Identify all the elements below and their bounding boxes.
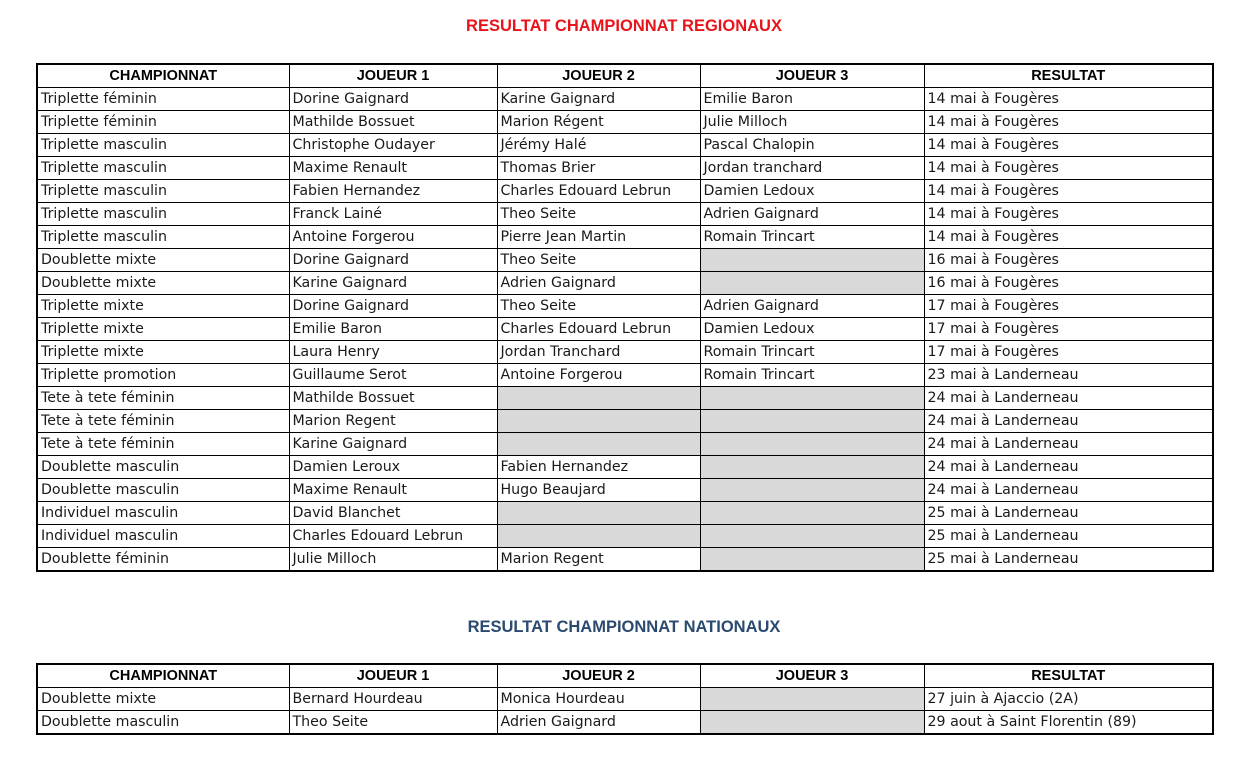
cell-championnat: Doublette masculin — [37, 710, 289, 734]
cell-championnat: Triplette masculin — [37, 179, 289, 202]
national-title: RESULTAT CHAMPIONNAT NATIONAUX — [467, 618, 781, 636]
table-row — [37, 294, 1213, 317]
cell-joueur-3: Damien Ledoux — [700, 317, 924, 340]
cell-resultat: 29 aout à Saint Florentin (89) — [924, 710, 1213, 734]
cell-joueur-3: Romain Trincart — [700, 363, 924, 386]
cell-joueur-2: Antoine Forgerou — [497, 363, 700, 386]
national-results-table — [36, 663, 1214, 735]
cell-joueur-3: Julie Milloch — [700, 110, 924, 133]
national-table-body — [37, 687, 1213, 734]
cell-joueur-1: Emilie Baron — [289, 317, 497, 340]
cell-joueur-3: Adrien Gaignard — [700, 294, 924, 317]
cell-joueur-3: Jordan tranchard — [700, 156, 924, 179]
cell-joueur-3 — [700, 271, 924, 294]
cell-joueur-2: Charles Edouard Lebrun — [497, 317, 700, 340]
table-row — [37, 710, 1213, 734]
header-joueur-2: JOUEUR 2 — [497, 64, 700, 87]
table-row — [37, 225, 1213, 248]
table-row — [37, 156, 1213, 179]
header-joueur-2: JOUEUR 2 — [497, 664, 700, 687]
cell-joueur-1: Karine Gaignard — [289, 432, 497, 455]
cell-championnat: Doublette masculin — [37, 478, 289, 501]
cell-championnat: Individuel masculin — [37, 524, 289, 547]
header-championnat: CHAMPIONNAT — [37, 64, 289, 87]
cell-joueur-3 — [700, 409, 924, 432]
cell-joueur-1: Julie Milloch — [289, 547, 497, 571]
cell-resultat: 25 mai à Landerneau — [924, 501, 1213, 524]
cell-joueur-1: Damien Leroux — [289, 455, 497, 478]
table-row — [37, 271, 1213, 294]
cell-joueur-3: Adrien Gaignard — [700, 202, 924, 225]
cell-joueur-3 — [700, 524, 924, 547]
table-row — [37, 524, 1213, 547]
header-championnat: CHAMPIONNAT — [37, 664, 289, 687]
cell-resultat: 14 mai à Fougères — [924, 110, 1213, 133]
cell-joueur-3 — [700, 455, 924, 478]
cell-joueur-3 — [700, 687, 924, 710]
table-row — [37, 317, 1213, 340]
cell-joueur-3 — [700, 478, 924, 501]
cell-joueur-2: Jordan Tranchard — [497, 340, 700, 363]
table-row — [37, 501, 1213, 524]
header-row — [37, 664, 1213, 687]
cell-championnat: Triplette masculin — [37, 133, 289, 156]
cell-joueur-1: Fabien Hernandez — [289, 179, 497, 202]
cell-joueur-1: Maxime Renault — [289, 478, 497, 501]
cell-joueur-2: Thomas Brier — [497, 156, 700, 179]
cell-joueur-2: Marion Regent — [497, 547, 700, 571]
cell-joueur-2 — [497, 524, 700, 547]
cell-joueur-1: David Blanchet — [289, 501, 497, 524]
cell-resultat: 16 mai à Fougères — [924, 248, 1213, 271]
cell-joueur-2: Charles Edouard Lebrun — [497, 179, 700, 202]
cell-resultat: 14 mai à Fougères — [924, 202, 1213, 225]
cell-joueur-3: Romain Trincart — [700, 340, 924, 363]
table-row — [37, 386, 1213, 409]
cell-joueur-2 — [497, 386, 700, 409]
cell-joueur-2 — [497, 501, 700, 524]
cell-resultat: 27 juin à Ajaccio (2A) — [924, 687, 1213, 710]
cell-championnat: Individuel masculin — [37, 501, 289, 524]
cell-resultat: 24 mai à Landerneau — [924, 386, 1213, 409]
cell-joueur-1: Theo Seite — [289, 710, 497, 734]
table-row — [37, 455, 1213, 478]
cell-joueur-1: Dorine Gaignard — [289, 87, 497, 110]
cell-joueur-2: Pierre Jean Martin — [497, 225, 700, 248]
cell-joueur-2: Jérémy Halé — [497, 133, 700, 156]
regional-table-body — [37, 87, 1213, 571]
header-joueur-3: JOUEUR 3 — [700, 64, 924, 87]
cell-championnat: Triplette mixte — [37, 294, 289, 317]
cell-championnat: Doublette mixte — [37, 248, 289, 271]
cell-joueur-2: Theo Seite — [497, 248, 700, 271]
cell-joueur-1: Dorine Gaignard — [289, 294, 497, 317]
cell-resultat: 25 mai à Landerneau — [924, 524, 1213, 547]
cell-joueur-1: Christophe Oudayer — [289, 133, 497, 156]
header-joueur-1: JOUEUR 1 — [289, 664, 497, 687]
cell-resultat: 14 mai à Fougères — [924, 225, 1213, 248]
table-row — [37, 547, 1213, 571]
cell-joueur-1: Mathilde Bossuet — [289, 386, 497, 409]
table-row — [37, 432, 1213, 455]
table-row — [37, 202, 1213, 225]
cell-resultat: 24 mai à Landerneau — [924, 455, 1213, 478]
cell-joueur-1: Dorine Gaignard — [289, 248, 497, 271]
cell-joueur-3 — [700, 547, 924, 571]
regional-results-table — [36, 63, 1214, 572]
cell-joueur-2 — [497, 432, 700, 455]
cell-joueur-1: Karine Gaignard — [289, 271, 497, 294]
table-row — [37, 133, 1213, 156]
cell-joueur-1: Laura Henry — [289, 340, 497, 363]
cell-joueur-2: Marion Régent — [497, 110, 700, 133]
cell-joueur-2: Hugo Beaujard — [497, 478, 700, 501]
cell-championnat: Tete à tete féminin — [37, 432, 289, 455]
header-joueur-3: JOUEUR 3 — [700, 664, 924, 687]
cell-joueur-2: Fabien Hernandez — [497, 455, 700, 478]
cell-joueur-1: Charles Edouard Lebrun — [289, 524, 497, 547]
header-joueur-1: JOUEUR 1 — [289, 64, 497, 87]
cell-championnat: Triplette masculin — [37, 225, 289, 248]
cell-joueur-3: Romain Trincart — [700, 225, 924, 248]
cell-resultat: 14 mai à Fougères — [924, 156, 1213, 179]
table-row — [37, 179, 1213, 202]
cell-championnat: Triplette féminin — [37, 87, 289, 110]
table-row — [37, 248, 1213, 271]
cell-joueur-1: Franck Lainé — [289, 202, 497, 225]
cell-resultat: 16 mai à Fougères — [924, 271, 1213, 294]
regional-title: RESULTAT CHAMPIONNAT REGIONAUX — [466, 17, 782, 35]
cell-championnat: Triplette mixte — [37, 317, 289, 340]
cell-joueur-1: Marion Regent — [289, 409, 497, 432]
cell-championnat: Doublette féminin — [37, 547, 289, 571]
cell-resultat: 17 mai à Fougères — [924, 317, 1213, 340]
cell-championnat: Triplette féminin — [37, 110, 289, 133]
cell-joueur-3 — [700, 501, 924, 524]
header-resultat: RESULTAT — [924, 64, 1213, 87]
cell-championnat: Triplette masculin — [37, 156, 289, 179]
cell-resultat: 25 mai à Landerneau — [924, 547, 1213, 571]
cell-joueur-3: Damien Ledoux — [700, 179, 924, 202]
cell-joueur-3 — [700, 432, 924, 455]
cell-joueur-3 — [700, 386, 924, 409]
cell-championnat: Tete à tete féminin — [37, 409, 289, 432]
cell-resultat: 17 mai à Fougères — [924, 340, 1213, 363]
cell-championnat: Tete à tete féminin — [37, 386, 289, 409]
cell-joueur-1: Bernard Hourdeau — [289, 687, 497, 710]
cell-resultat: 17 mai à Fougères — [924, 294, 1213, 317]
cell-resultat: 14 mai à Fougères — [924, 133, 1213, 156]
cell-joueur-2: Adrien Gaignard — [497, 271, 700, 294]
cell-resultat: 24 mai à Landerneau — [924, 432, 1213, 455]
cell-joueur-2: Monica Hourdeau — [497, 687, 700, 710]
cell-joueur-1: Antoine Forgerou — [289, 225, 497, 248]
table-row — [37, 478, 1213, 501]
table-row — [37, 87, 1213, 110]
table-row — [37, 110, 1213, 133]
cell-championnat: Triplette promotion — [37, 363, 289, 386]
table-row — [37, 687, 1213, 710]
cell-championnat: Doublette mixte — [37, 687, 289, 710]
cell-joueur-2: Theo Seite — [497, 294, 700, 317]
table-row — [37, 409, 1213, 432]
cell-joueur-3: Pascal Chalopin — [700, 133, 924, 156]
cell-championnat: Triplette masculin — [37, 202, 289, 225]
cell-resultat: 14 mai à Fougères — [924, 87, 1213, 110]
cell-joueur-2 — [497, 409, 700, 432]
cell-joueur-1: Mathilde Bossuet — [289, 110, 497, 133]
cell-resultat: 24 mai à Landerneau — [924, 409, 1213, 432]
cell-joueur-3 — [700, 248, 924, 271]
header-resultat: RESULTAT — [924, 664, 1213, 687]
table-row — [37, 363, 1213, 386]
cell-joueur-1: Maxime Renault — [289, 156, 497, 179]
cell-resultat: 23 mai à Landerneau — [924, 363, 1213, 386]
cell-joueur-2: Adrien Gaignard — [497, 710, 700, 734]
cell-joueur-1: Guillaume Serot — [289, 363, 497, 386]
cell-championnat: Doublette mixte — [37, 271, 289, 294]
table-row — [37, 340, 1213, 363]
cell-resultat: 24 mai à Landerneau — [924, 478, 1213, 501]
cell-championnat: Doublette masculin — [37, 455, 289, 478]
cell-joueur-2: Karine Gaignard — [497, 87, 700, 110]
cell-resultat: 14 mai à Fougères — [924, 179, 1213, 202]
cell-joueur-3: Emilie Baron — [700, 87, 924, 110]
header-row — [37, 64, 1213, 87]
cell-joueur-2: Theo Seite — [497, 202, 700, 225]
cell-joueur-3 — [700, 710, 924, 734]
cell-championnat: Triplette mixte — [37, 340, 289, 363]
